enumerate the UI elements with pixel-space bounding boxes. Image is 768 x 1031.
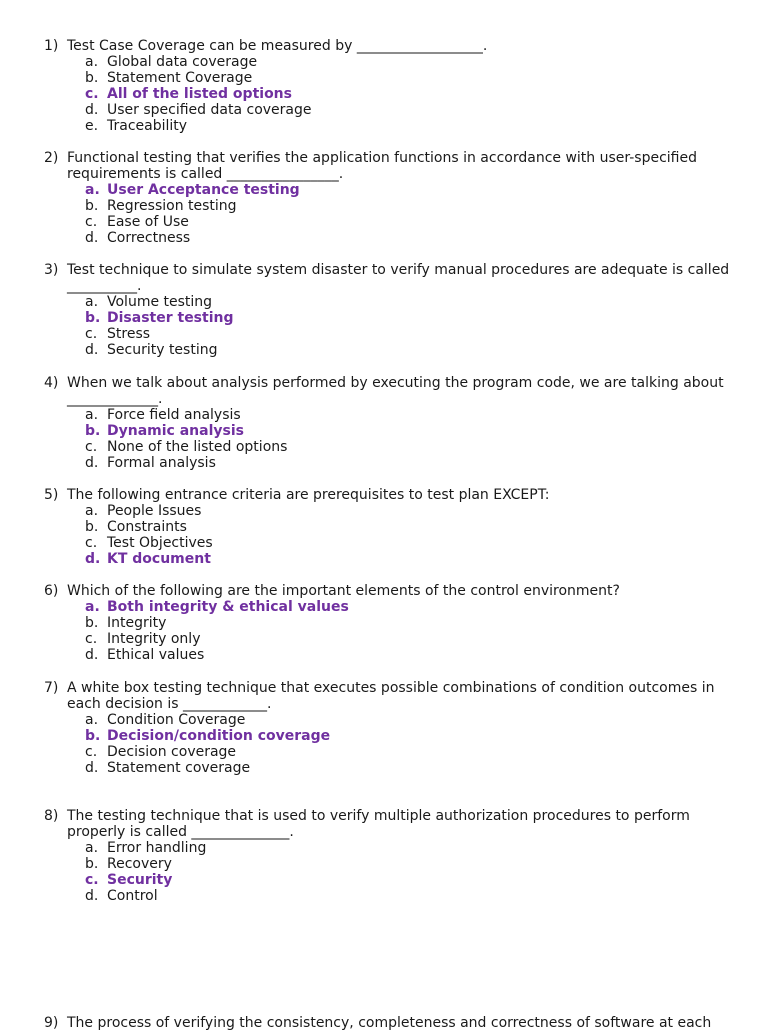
option-text: Volume testing — [107, 294, 213, 310]
correct-answer-text: All of the listed options — [107, 86, 292, 102]
option-letter: b. — [85, 310, 101, 326]
option-letter: e. — [85, 118, 99, 134]
option-text: Integrity — [107, 615, 167, 631]
question-text: The testing technique that is used to verify multiple authorization procedures to perform — [67, 808, 690, 824]
option-letter: a. — [85, 503, 99, 519]
question-text: The process of verifying the consistency, completeness and correctness of software at each — [67, 1015, 712, 1031]
option-letter: b. — [85, 70, 99, 86]
option-text: Decision coverage — [107, 744, 237, 760]
question-number: 2) — [44, 150, 59, 166]
option-letter: d. — [85, 342, 99, 358]
option-letter: b. — [85, 198, 99, 214]
option-letter: a. — [85, 599, 100, 615]
option-letter: c. — [85, 439, 98, 455]
question-number: 9) — [44, 1015, 59, 1031]
option-text: Control — [107, 888, 158, 904]
option-letter: c. — [85, 326, 98, 342]
question-text: requirements is called ________________. — [67, 166, 344, 182]
correct-answer-text: Dynamic analysis — [107, 423, 244, 439]
option-text: Correctness — [107, 230, 191, 246]
option-letter: a. — [85, 840, 99, 856]
correct-answer-text: Decision/condition coverage — [107, 728, 331, 744]
option-text: Traceability — [107, 118, 188, 134]
question-text: _____________. — [67, 391, 163, 407]
option-text: Integrity only — [107, 631, 201, 647]
option-letter: a. — [85, 294, 99, 310]
option-letter: c. — [85, 214, 98, 230]
question-text: Which of the following are the important elements of the control environment? — [67, 583, 620, 599]
option-letter: c. — [85, 535, 98, 551]
option-letter: b. — [85, 519, 99, 535]
option-letter: b. — [85, 856, 99, 872]
question-text: The following entrance criteria are prerequisites to test plan EXCEPT: — [67, 487, 550, 503]
option-letter: c. — [85, 744, 98, 760]
option-text: Error handling — [107, 840, 207, 856]
question-text: Test Case Coverage can be measured by __________________. — [67, 38, 488, 54]
option-letter: a. — [85, 712, 99, 728]
option-text: Regression testing — [107, 198, 237, 214]
option-letter: b. — [85, 728, 101, 744]
option-letter: d. — [85, 102, 99, 118]
option-text: Statement Coverage — [107, 70, 253, 86]
question-number: 8) — [44, 808, 59, 824]
option-text: None of the listed options — [107, 439, 288, 455]
option-text: Security testing — [107, 342, 218, 358]
correct-answer-text: Both integrity & ethical values — [107, 599, 349, 615]
option-letter: d. — [85, 455, 99, 471]
option-text: People Issues — [107, 503, 202, 519]
option-text: Test Objectives — [107, 535, 213, 551]
option-letter: c. — [85, 86, 99, 102]
option-text: Ease of Use — [107, 214, 189, 230]
option-letter: a. — [85, 182, 100, 198]
option-text: Formal analysis — [107, 455, 216, 471]
option-letter: a. — [85, 54, 99, 70]
question-number: 1) — [44, 38, 59, 54]
question-number: 6) — [44, 583, 59, 599]
question-number: 4) — [44, 375, 59, 391]
option-letter: b. — [85, 423, 101, 439]
option-text: User specified data coverage — [107, 102, 312, 118]
option-letter: b. — [85, 615, 99, 631]
question-text: A white box testing technique that executes possible combinations of condition outcomes in — [67, 680, 715, 696]
option-text: Ethical values — [107, 647, 205, 663]
option-letter: c. — [85, 631, 98, 647]
option-letter: d. — [85, 230, 99, 246]
correct-answer-text: Security — [107, 872, 173, 888]
option-text: Stress — [107, 326, 151, 342]
option-letter: d. — [85, 760, 99, 776]
question-text: properly is called ______________. — [67, 824, 294, 840]
question-number: 3) — [44, 262, 59, 278]
correct-answer-text: Disaster testing — [107, 310, 234, 326]
question-text: each decision is ____________. — [67, 696, 272, 712]
option-letter: d. — [85, 647, 99, 663]
option-text: Statement coverage — [107, 760, 251, 776]
question-number: 7) — [44, 680, 59, 696]
option-letter: d. — [85, 888, 99, 904]
option-letter: a. — [85, 407, 99, 423]
option-text: Condition Coverage — [107, 712, 246, 728]
option-text: Constraints — [107, 519, 187, 535]
correct-answer-text: User Acceptance testing — [107, 182, 300, 198]
option-text: Force field analysis — [107, 407, 241, 423]
option-text: Global data coverage — [107, 54, 258, 70]
question-text: Test technique to simulate system disaster to verify manual procedures are adequate is called — [67, 262, 730, 278]
question-text: Functional testing that verifies the application functions in accordance with user-specified — [67, 150, 697, 166]
option-letter: c. — [85, 872, 99, 888]
option-letter: d. — [85, 551, 101, 567]
option-text: Recovery — [107, 856, 172, 872]
correct-answer-text: KT document — [107, 551, 211, 567]
question-text: When we talk about analysis performed by executing the program code, we are talking about — [67, 375, 724, 391]
question-text: __________. — [67, 278, 142, 294]
question-number: 5) — [44, 487, 59, 503]
